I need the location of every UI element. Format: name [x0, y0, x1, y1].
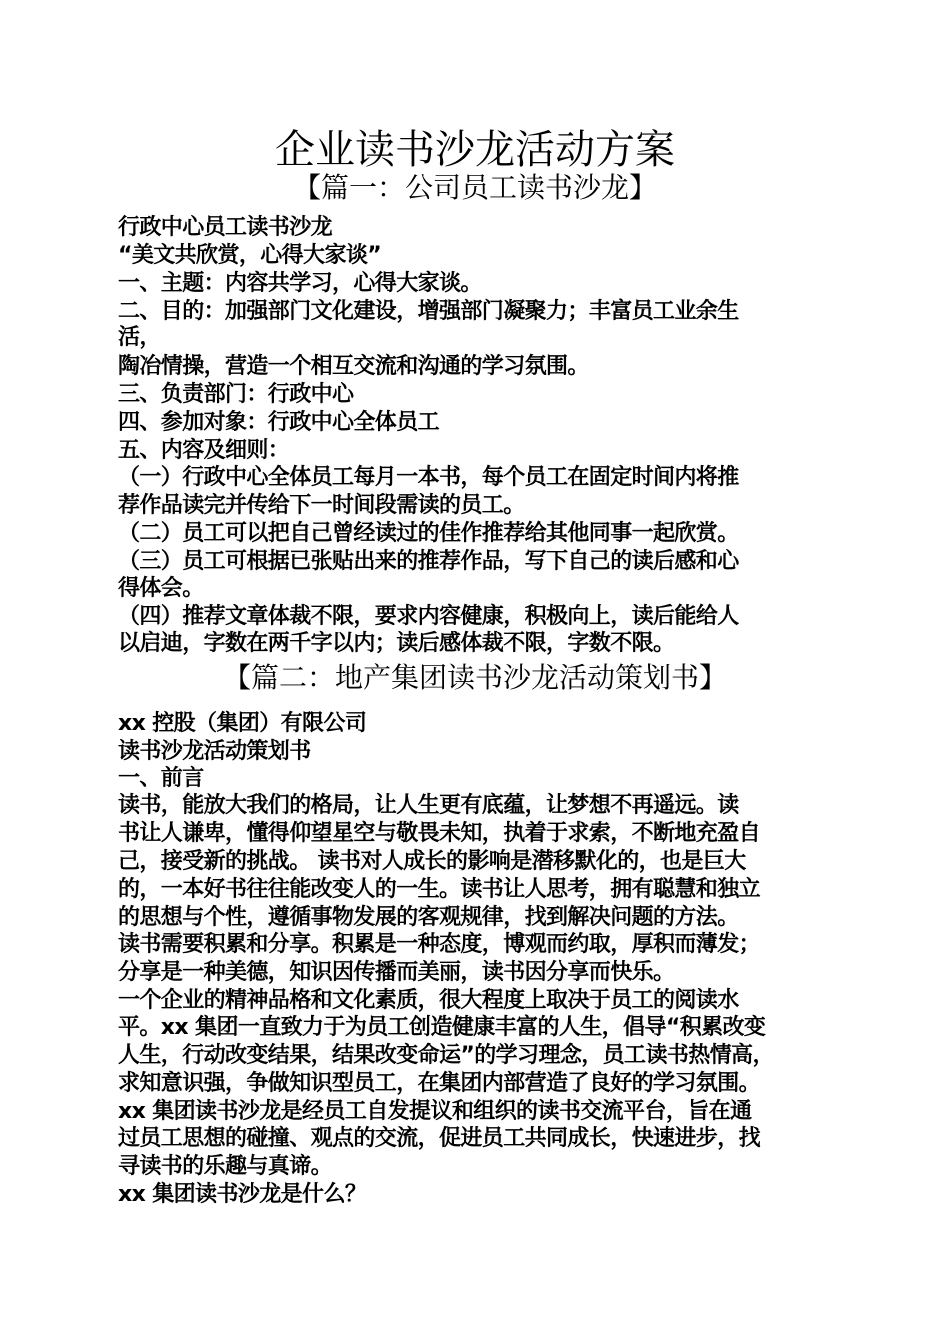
paragraph-line: 书让人谦卑，懂得仰望星空与敬畏未知，执着于求索，不断地充盈自	[118, 821, 761, 846]
part2-heading: 【篇二：地产集团读书沙龙活动策划书】	[222, 661, 727, 694]
paragraph-line: （一）行政中心全体员工每月一本书，每个员工在固定时间内将推	[118, 465, 739, 490]
document-title: 企业读书沙龙活动方案	[275, 127, 675, 173]
paragraph-line: 的，一本好书往往能改变人的一生。读书让人思考，拥有聪慧和独立	[118, 877, 761, 902]
paragraph-line: 活，	[118, 325, 161, 350]
paragraph-line: 以启迪，字数在两千字以内；读后感体裁不限，字数不限。	[118, 631, 675, 656]
paragraph-line: 五、内容及细则：	[118, 438, 290, 463]
paragraph-line: 一、主题：内容共学习，心得大家谈。	[118, 271, 482, 296]
paragraph-line: 读书需要积累和分享。积累是一种态度，博观而约取，厚积而薄发；	[118, 932, 761, 957]
paragraph-line: 的思想与个性，遵循事物发展的客观规律，找到解决问题的方法。	[118, 905, 739, 930]
paragraph-line: 荐作品读完并传给下一时间段需读的员工。	[118, 493, 525, 518]
paragraph-line: 人生，行动改变结果，结果改变命运”的学习理念，员工读书热情高，	[118, 1043, 774, 1068]
paragraph-line: “美文共欣赏，心得大家谈”	[118, 243, 382, 268]
paragraph-line: xx 集团读书沙龙是什么？	[118, 1182, 367, 1207]
paragraph-line: 一个企业的精神品格和文化素质，很大程度上取决于员工的阅读水	[118, 988, 739, 1013]
paragraph-line: 四、参加对象：行政中心全体员工	[118, 410, 440, 435]
paragraph-line: 过员工思想的碰撞、观点的交流，促进员工共同成长，快速进步，找	[118, 1126, 761, 1151]
paragraph-line: 陶冶情操，营造一个相互交流和沟通的学习氛围。	[118, 354, 589, 379]
paragraph-line: 分享是一种美德，知识因传播而美丽，读书因分享而快乐。	[118, 960, 675, 985]
paragraph-line: 行政中心员工读书沙龙	[118, 215, 333, 240]
paragraph-line: 读书沙龙活动策划书	[118, 739, 311, 764]
paragraph-line: 平。xx 集团一直致力于为员工创造健康丰富的人生，倡导“积累改变	[118, 1015, 766, 1040]
paragraph-line: 读书，能放大我们的格局，让人生更有底蕴，让梦想不再遥远。读	[118, 793, 739, 818]
paragraph-line: 一、前言	[118, 766, 204, 791]
paragraph-line: （二）员工可以把自己曾经读过的佳作推荐给其他同事一起欣赏。	[118, 521, 739, 546]
paragraph-line: 寻读书的乐趣与真谛。	[118, 1154, 333, 1179]
paragraph-line: 己，接受新的挑战。 读书对人成长的影响是潜移默化的，也是巨大	[118, 849, 746, 874]
paragraph-line: 三、负责部门：行政中心	[118, 382, 354, 407]
paragraph-line: xx 集团读书沙龙是经员工自发提议和组织的读书交流平台，旨在通	[118, 1099, 752, 1124]
paragraph-line: （三）员工可根据已张贴出来的推荐作品，写下自己的读后感和心	[118, 549, 739, 574]
paragraph-line: 得体会。	[118, 576, 204, 601]
paragraph-line: 二、目的：加强部门文化建设，增强部门凝聚力；丰富员工业余生	[118, 299, 739, 324]
paragraph-line: xx 控股（集团）有限公司	[118, 711, 367, 736]
paragraph-line: 求知意识强，争做知识型员工，在集团内部营造了良好的学习氛围。	[118, 1071, 761, 1096]
part1-heading: 【篇一：公司员工读书沙龙】	[292, 171, 657, 204]
paragraph-line: （四）推荐文章体裁不限，要求内容健康，积极向上，读后能给人	[118, 604, 739, 629]
